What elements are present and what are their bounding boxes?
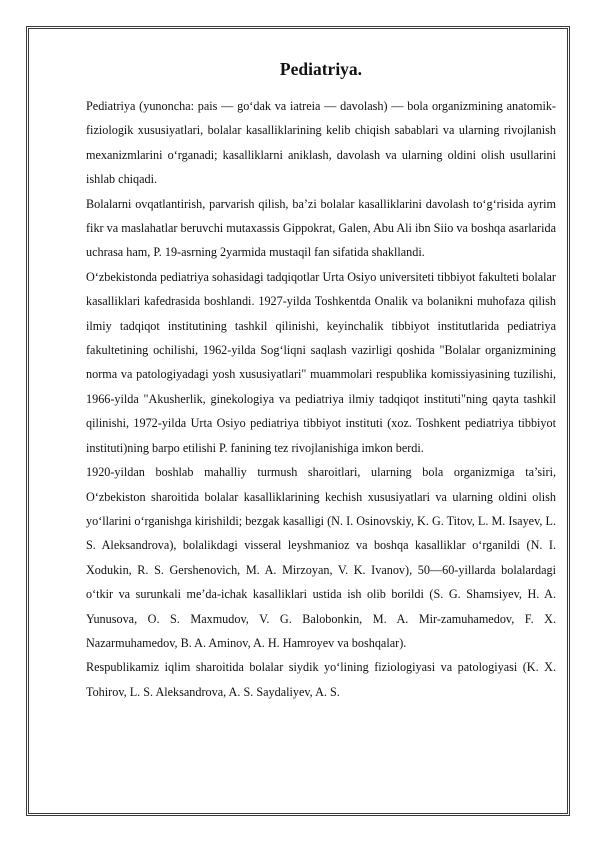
- paragraph-urinary-tract: Respublikamiz iqlim sharoitida bolalar siydik yo‘lining fiziologiyasi va patologiyasi (K. X. Tohirov, L. S. Aleksandrova, A. S. Saydaliyev, A. S.: [86, 660, 556, 699]
- document-title: Pediatriya.: [279, 59, 363, 79]
- paragraph-uzbekistan-research: O‘zbekistonda pediatriya sohasidagi tadqiqotlar Urta Osiyo universiteti tibbiyot fakulteti bolalar kasalliklari kafedrasida boshlandi. 1927-yilda Toshkentda Onalik va bolanikni muhofaza qilish ilmiy tadqiqot institutining tashkil qilinishi, keyinchalik tibbiyot institutlarida pediatriya fakultetining ochilishi, 1962-yilda Sog‘liqni saqlash vazirligi qoshida "Bolalar organizmining norma va patologiyadagi yosh xususiyatlari" muammolari respublika komissiyasining tuzilishi, 1966-yilda "Akusherlik, ginekologiya va pediatriya ilmiy tadqiqot instituti"ning qayta tashkil qilinishi, 1972-yilda Urta Osiyo pediatriya tibbiyot instituti (xoz. Toshkent pediatriya tibbiyot instituti)ning barpo etilishi P. fanining tez rivojlanishiga imkon berdi.: [86, 269, 556, 455]
- paragraph-definition: Pediatriya (yunoncha: pais — go‘dak va iatreia — davolash) — bola organizmining anatomik-fiziologik xususiyatlari, bolalar kasalliklarining kelib chiqish sabablari va ularning rivojlanish mexanizmlarini o‘rganadi; kasalliklarni aniklash, davolash va ularning oldini olish usullarini ishlab chiqadi.: [86, 99, 556, 187]
- document-body: [86, 58, 556, 704]
- paragraph-local-conditions: 1920-yildan boshlab mahalliy turmush sharoitlari, ularning bola organizmiga ta’siri, O‘zbekiston sharoitida bolalar kasalliklarining kechish xususiyatlari va ularning oldini olish yo‘llarini o‘rganishga kirishildi; bezgak kasalligi (N. I. Osinovskiy, K. G. Titov, L. M. Isayev, L. S. Aleksandrova), bolalikdagi visseral leyshmanioz va boshqa kasalliklar o‘rganildi (N. I. Xodukin, R. S. Gershenovich, M. A. Mirzoyan, V. K. Ivanov), 50—60-yillarda bolalardagi o‘tkir va surunkali me’da-ichak kasalliklari ustida ish olib borildi (S. G. Shamsiyev, H. A. Yunusova, O. S. Maxmudov, V. G. Balobonkin, M. A. Mir-zamuhamedov, F. X. Nazarmuhamedov, B. A. Aminov, A. H. Hamroyev va boshqalar).: [86, 465, 556, 650]
- paragraph-history: Bolalarni ovqatlantirish, parvarish qilish, ba’zi bolalar kasalliklarini davolash to‘g‘risida ayrim fikr va maslahatlar beruvchi mutaxassis Gippokrat, Galen, Abu Ali ibn Siio va boshqa asarlarida uchrasa ham, P. 19-asrning 2yarmida mustaqil fan sifatida shakllandi.: [86, 196, 556, 260]
